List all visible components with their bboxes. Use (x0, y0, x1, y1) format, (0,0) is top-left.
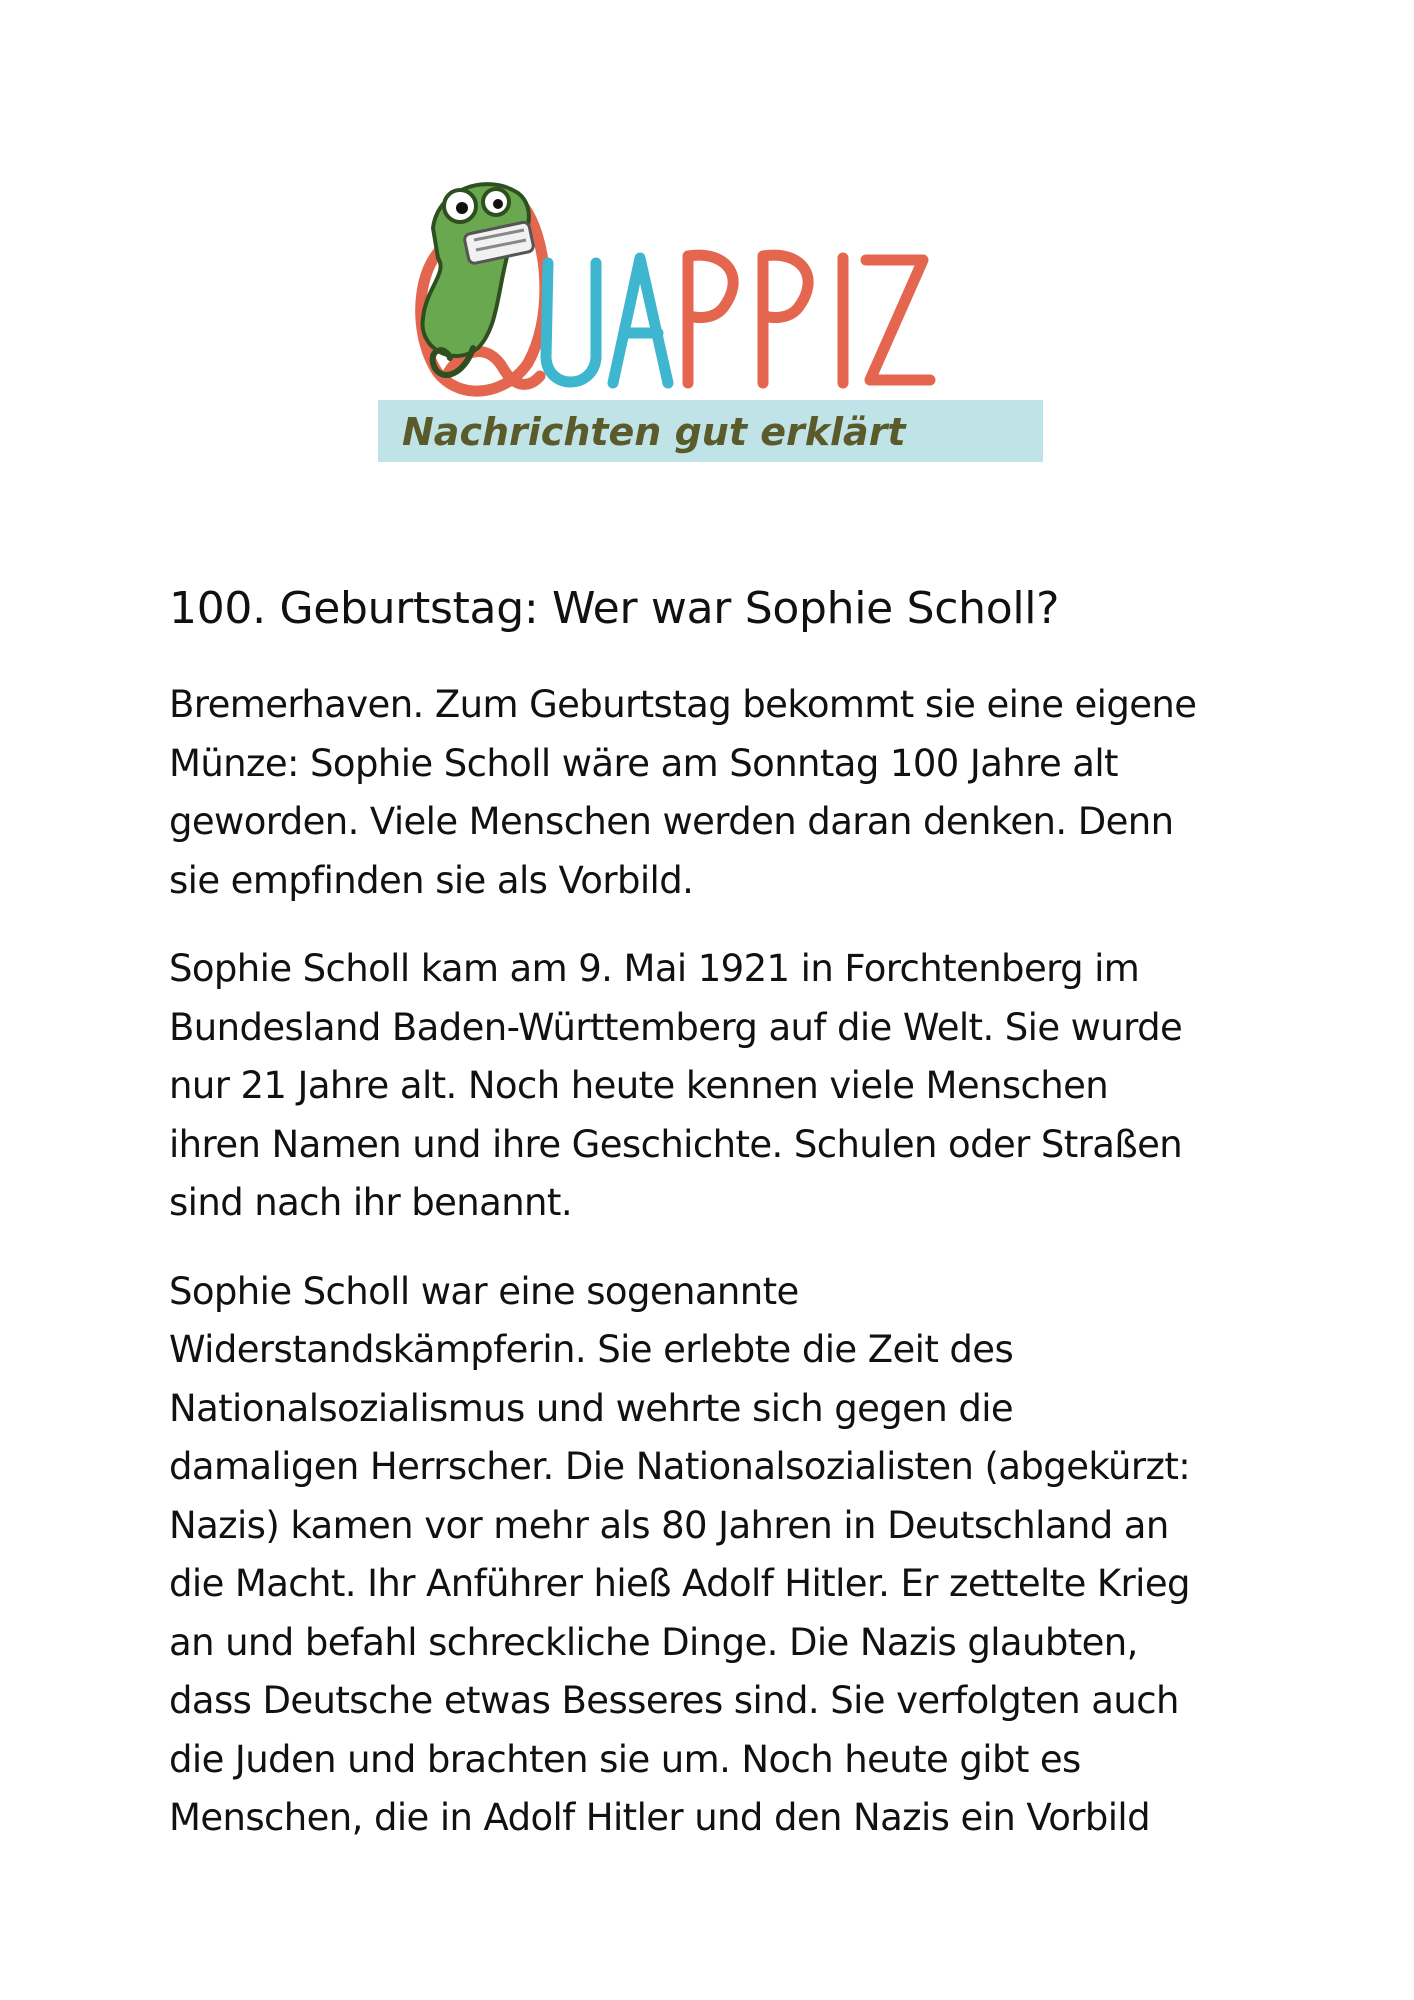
text-line: an und befahl schreckliche Dinge. Die Nazis glaubten, (169, 1620, 1138, 1664)
text-line: Nationalsozialismus und wehrte sich gegen die (169, 1386, 1014, 1430)
text-line: Sophie Scholl kam am 9. Mai 1921 in Forchtenberg im (169, 947, 1140, 990)
text-line: sind nach ihr benannt. (169, 1181, 572, 1224)
text-line: Sophie Scholl war eine sogenannte (169, 1269, 799, 1313)
paragraph-1 (169, 676, 1269, 910)
ppiz-letters (688, 255, 930, 383)
ua-letters (546, 258, 668, 383)
paragraph-2 (169, 940, 1269, 1233)
tagline-text: Nachrichten gut erklärt (402, 410, 906, 454)
text-line: die Juden und brachten sie um. Noch heute gibt es (169, 1737, 1081, 1781)
text-line: geworden. Viele Menschen werden daran denken. Denn (169, 800, 1174, 843)
text-line: sie empfinden sie als Vorbild. (169, 858, 694, 902)
text-line: nur 21 Jahre alt. Noch heute kennen viele Menschen (169, 1064, 1109, 1107)
text-line: damaligen Herrscher. Die Nationalsozialisten (abgekürzt: (169, 1445, 1191, 1488)
article (169, 578, 1269, 1878)
text-line: ihren Namen und ihre Geschichte. Schulen oder Straßen (169, 1122, 1183, 1166)
chameleon-mascot (423, 184, 535, 375)
text-line: dass Deutsche etwas Besseres sind. Sie verfolgten auch (169, 1679, 1179, 1722)
text-line: Bremerhaven. Zum Geburtstag bekommt sie eine eigene (169, 683, 1197, 726)
text-line: Menschen, die in Adolf Hitler und den Nazis ein Vorbild (169, 1796, 1150, 1839)
headline: 100. Geburtstag: Wer war Sophie Scholl? (169, 583, 1060, 634)
quappiz-logo (378, 168, 1043, 478)
text-line: Bundesland Baden-Württemberg auf die Welt. Sie wurde (169, 1005, 1183, 1049)
paragraph-3 (169, 1263, 1269, 1848)
text-line: die Macht. Ihr Anführer hieß Adolf Hitler. Er zettelte Krieg (169, 1562, 1190, 1605)
text-line: Widerstandskämpferin. Sie erlebte die Zeit des (169, 1328, 1014, 1371)
text-line: Nazis) kamen vor mehr als 80 Jahren in Deutschland an (169, 1503, 1169, 1547)
text-line: Münze: Sophie Scholl wäre am Sonntag 100 Jahre alt (169, 741, 1118, 785)
